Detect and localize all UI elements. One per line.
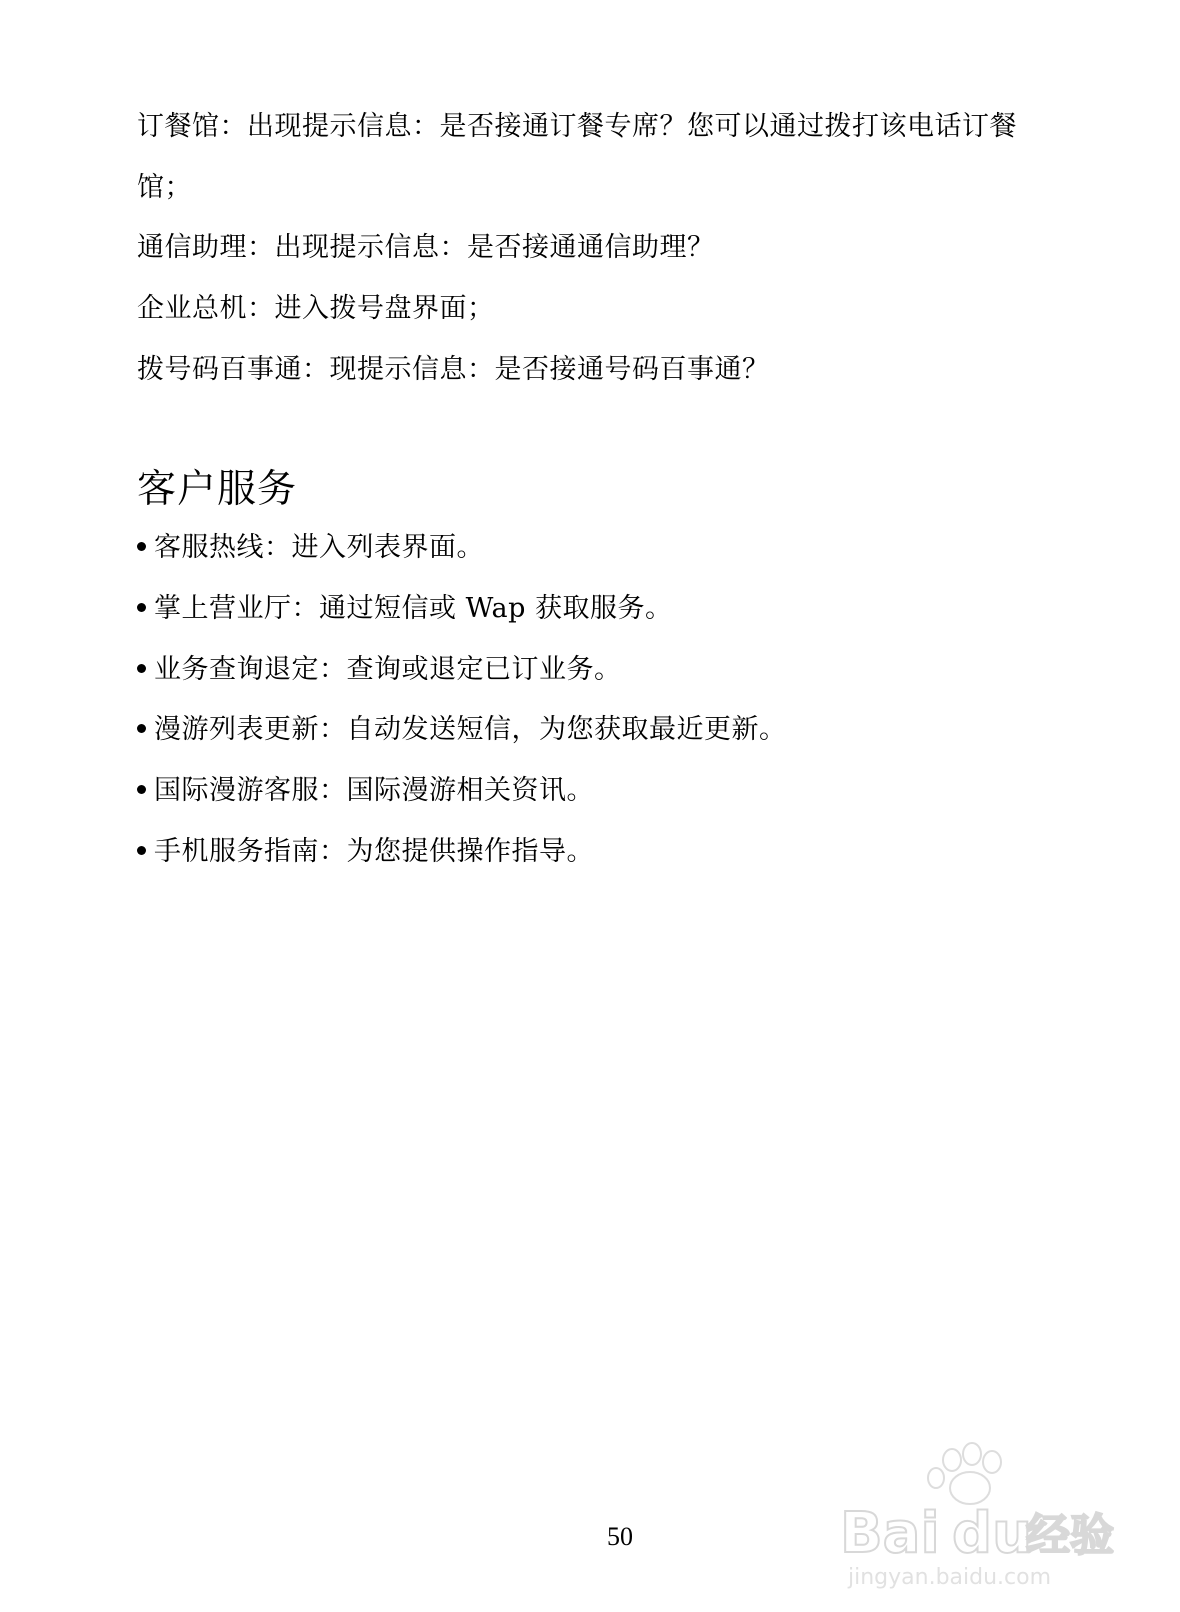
svg-text:du: du: [952, 1501, 1032, 1566]
paragraph-line: 订餐馆：出现提示信息：是否接通订餐专席？您可以通过拨打该电话订餐: [137, 111, 1017, 142]
paragraph-line: 馆；: [137, 172, 192, 203]
list-item-text: 国际漫游客服：国际漫游相关资讯。: [154, 775, 594, 806]
svg-text:Bai: Bai: [840, 1501, 940, 1566]
list-item-text: 掌上营业厅：通过短信或 Wap 获取服务。: [154, 593, 673, 624]
bullet-icon: [137, 724, 146, 733]
svg-text:经验: 经验: [1026, 1510, 1114, 1561]
bullet-icon: [137, 664, 146, 673]
list-item: [137, 716, 787, 743]
list-item: [137, 534, 484, 561]
section-title: 客户服务: [137, 467, 298, 512]
list-item: [137, 838, 594, 865]
list-item: [137, 777, 594, 804]
paragraph-line: 企业总机：进入拨号盘界面；: [137, 293, 495, 324]
paragraph-line: 拨号码百事通：现提示信息：是否接通号码百事通？: [137, 354, 770, 385]
paragraph-line: 通信助理：出现提示信息：是否接通通信助理？: [137, 232, 715, 263]
list-item: [137, 656, 622, 683]
watermark-url: jingyan.baidu.com: [848, 1565, 1052, 1590]
list-item-text: 漫游列表更新：自动发送短信，为您获取最近更新。: [154, 714, 787, 745]
list-item-text: 客服热线：进入列表界面。: [154, 532, 484, 563]
list-item-text: 业务查询退定：查询或退定已订业务。: [154, 654, 622, 685]
bullet-icon: [137, 846, 146, 855]
list-item-text: 手机服务指南：为您提供操作指导。: [154, 836, 594, 867]
baidu-watermark-logo: [840, 1440, 1130, 1590]
bullet-icon: [137, 603, 146, 612]
bullet-icon: [137, 542, 146, 551]
bullet-icon: [137, 785, 146, 794]
page-number: 50: [607, 1522, 633, 1551]
list-item: [137, 595, 672, 622]
